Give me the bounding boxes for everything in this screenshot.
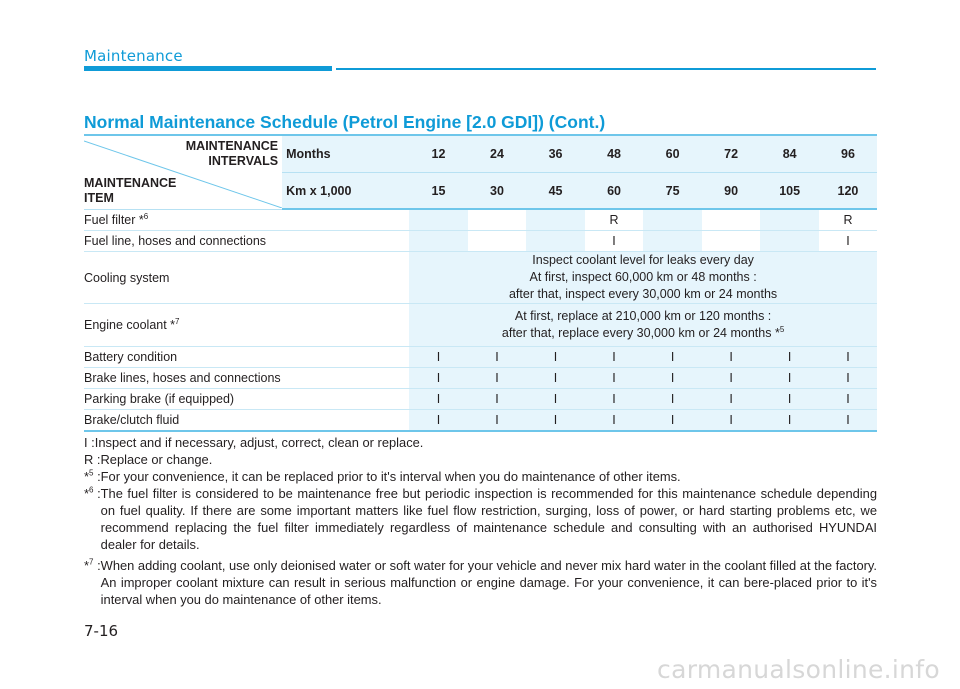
- km-cell: 105: [760, 173, 819, 210]
- watermark: carmanualsonline.info: [657, 655, 940, 684]
- km-label: Km x 1,000: [282, 173, 409, 210]
- schedule-cell: I: [585, 231, 644, 252]
- schedule-cell: I: [819, 231, 877, 252]
- schedule-cell: I: [526, 410, 585, 432]
- item-parking-brake: Parking brake (if equipped): [84, 389, 409, 410]
- schedule-cell: I: [819, 410, 877, 432]
- km-cell: 75: [643, 173, 702, 210]
- schedule-cell: I: [526, 368, 585, 389]
- km-cell: 30: [468, 173, 527, 210]
- schedule-cell: [702, 231, 761, 252]
- schedule-cell: I: [409, 368, 468, 389]
- table-row: [84, 304, 877, 347]
- km-cell: 45: [526, 173, 585, 210]
- schedule-cell: I: [585, 410, 644, 432]
- item-fuel-filter: Fuel filter *$^6$: [84, 209, 409, 231]
- schedule-cell: I: [760, 410, 819, 432]
- item-engine-coolant: Engine coolant *$^7$: [84, 304, 409, 347]
- item-battery-condition: Battery condition: [84, 347, 409, 368]
- footnotes: [84, 434, 877, 608]
- maintenance-intervals-label: MAINTENANCE INTERVALS: [185, 139, 279, 168]
- note-7: *$^7$ : When adding coolant, use only deionised water or soft water for your vehicle and never mix hard water in the coolant filled at the factory. An improper coolant mixture can result in serious malfunction or engine damage. For your convenience, it can bere-placed prior to it's interval when you do maintenance of other items.: [84, 557, 877, 607]
- schedule-cell: I: [819, 347, 877, 368]
- cooling-system-instructions: Inspect coolant level for leaks every day At first, inspect 60,000 km or 48 months : after that, inspect every 30,000 km or 24 months: [409, 252, 877, 304]
- header-row-months: [84, 135, 877, 173]
- table-row: [84, 231, 877, 252]
- item-fuel-line: Fuel line, hoses and connections: [84, 231, 409, 252]
- months-cell: 12: [409, 135, 468, 173]
- schedule-cell: I: [760, 347, 819, 368]
- schedule-cell: I: [643, 410, 702, 432]
- note-6: *$^6$ : The fuel filter is considered to be maintenance free but periodic inspection is recommended for this maintenance schedule depending on fuel quality. If there are some important matters like fuel flow restriction, surging, loss of power, or hard starting problems etc, we recommend replacing the fuel filter immediately regardless of maintenance schedule and consulting with an authorised HYUNDAI dealer for details.: [84, 485, 877, 552]
- schedule-cell: [643, 209, 702, 231]
- table-row: [84, 389, 877, 410]
- item-cooling-system: Cooling system: [84, 252, 409, 304]
- maintenance-schedule-table: [84, 134, 877, 432]
- months-label: Months: [282, 135, 409, 173]
- schedule-cell: I: [468, 368, 527, 389]
- schedule-cell: [643, 231, 702, 252]
- page-number: 7-16: [84, 622, 119, 640]
- schedule-cell: I: [585, 347, 644, 368]
- schedule-cell: [702, 209, 761, 231]
- schedule-cell: I: [760, 389, 819, 410]
- header-rule-thin: [336, 68, 876, 70]
- km-cell: 120: [819, 173, 877, 210]
- schedule-cell: I: [760, 368, 819, 389]
- table-row: [84, 209, 877, 231]
- schedule-cell: I: [468, 410, 527, 432]
- schedule-cell: [526, 209, 585, 231]
- table-row: [84, 252, 877, 304]
- months-cell: 96: [819, 135, 877, 173]
- schedule-cell: I: [585, 368, 644, 389]
- schedule-cell: [760, 231, 819, 252]
- engine-coolant-instructions: At first, replace at 210,000 km or 120 months : after that, replace every 30,000 km or 24 months *$^5$: [409, 304, 877, 347]
- schedule-cell: [409, 209, 468, 231]
- header-rule-thick: [84, 66, 332, 71]
- km-cell: 90: [702, 173, 761, 210]
- schedule-cell: [409, 231, 468, 252]
- km-cell: 15: [409, 173, 468, 210]
- schedule-cell: I: [643, 347, 702, 368]
- schedule-cell: I: [643, 389, 702, 410]
- section-label: Maintenance: [84, 47, 183, 65]
- schedule-cell: I: [643, 368, 702, 389]
- item-brake-clutch-fluid: Brake/clutch fluid: [84, 410, 409, 432]
- schedule-cell: I: [702, 368, 761, 389]
- item-brake-lines: Brake lines, hoses and connections: [84, 368, 409, 389]
- note-5: *$^5$ : For your convenience, it can be replaced prior to it's interval when you do maintenance of other items.: [84, 468, 681, 484]
- schedule-cell: R: [585, 209, 644, 231]
- km-cell: 60: [585, 173, 644, 210]
- schedule-cell: [468, 231, 527, 252]
- schedule-cell: I: [526, 347, 585, 368]
- table-row: [84, 368, 877, 389]
- schedule-cell: I: [702, 347, 761, 368]
- schedule-cell: I: [702, 389, 761, 410]
- schedule-cell: I: [409, 347, 468, 368]
- months-cell: 60: [643, 135, 702, 173]
- header-corner-cell: [84, 135, 282, 209]
- note-replace: R : Replace or change.: [84, 452, 213, 467]
- schedule-cell: I: [409, 389, 468, 410]
- maintenance-item-label: MAINTENANCE ITEM: [84, 175, 177, 205]
- schedule-cell: [526, 231, 585, 252]
- schedule-cell: I: [468, 347, 527, 368]
- page-title: Normal Maintenance Schedule (Petrol Engine [2.0 GDI]) (Cont.): [84, 112, 606, 132]
- schedule-cell: I: [468, 389, 527, 410]
- schedule-cell: I: [702, 410, 761, 432]
- schedule-cell: I: [819, 389, 877, 410]
- schedule-cell: I: [585, 389, 644, 410]
- schedule-cell: [468, 209, 527, 231]
- note-inspect: I : Inspect and if necessary, adjust, correct, clean or replace.: [84, 435, 424, 450]
- months-cell: 72: [702, 135, 761, 173]
- months-cell: 24: [468, 135, 527, 173]
- schedule-cell: R: [819, 209, 877, 231]
- schedule-cell: I: [526, 389, 585, 410]
- schedule-cell: I: [819, 368, 877, 389]
- table-row: [84, 347, 877, 368]
- schedule-cell: [760, 209, 819, 231]
- schedule-cell: I: [409, 410, 468, 432]
- table-row: [84, 410, 877, 432]
- months-cell: 36: [526, 135, 585, 173]
- months-cell: 84: [760, 135, 819, 173]
- months-cell: 48: [585, 135, 644, 173]
